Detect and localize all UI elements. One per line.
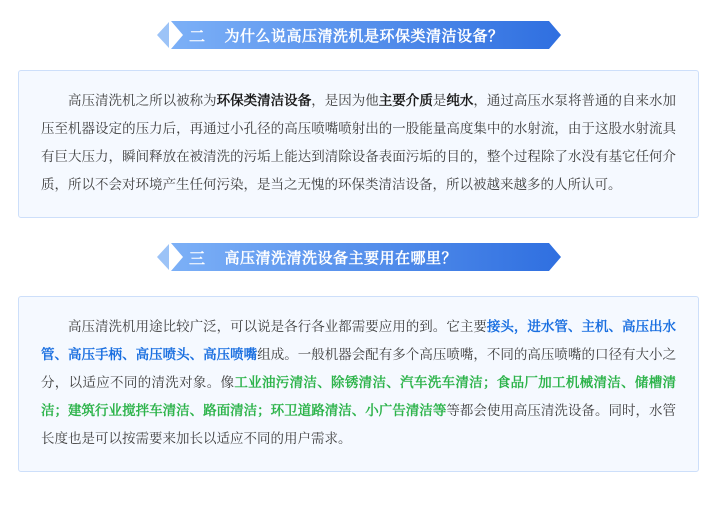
para2-emphasis-3: 纯水: [446, 93, 474, 108]
para2-text-1: 高压清洗机之所以被称为: [68, 93, 217, 108]
para2-text-3: 是: [432, 93, 447, 108]
banner-content: [157, 240, 561, 274]
para3-emphasis-components: 接头，进水管、主机、高压出水管、高压手柄、高压喷头、高压喷嘴: [41, 319, 677, 362]
content-card-two: [18, 70, 699, 218]
para3-emphasis-applications: 工业油污清洁、除锈清洁、汽车洗车清洁；食品厂加工机械清洁、储槽清洁；建筑行业搅拌车清洁、路面清洁；环卫道路清洁、小广告清洁等: [41, 375, 677, 418]
paragraph-two: [41, 87, 676, 199]
para2-text-4: ，通过高压水泵将普通的自来水加压至机器设定的压力后，再通过小孔径的高压喷嘴喷射出的一股能量高度集中的水射流，由于这股水射流具有巨大压力，瞬间释放在被清洗的污垢上能达到清除设备表面污垢的目的，整个过程除了水没有基它任何介质，所以不会对环境产生任何污染，是当之无愧的环保类清洁设备，所以被越来越多的人所认可。: [41, 93, 677, 192]
paragraph-three: [41, 313, 676, 453]
section-number: 三: [188, 250, 206, 268]
para3-text-3: 等都会使用高压清洗设备。同时，水管长度也是可以按需要来加长以适应不同的用户需求。: [41, 403, 677, 446]
para3-text-1: 高压清洗机用途比较广泛，可以说是各行各业都需要应用的到。它主要: [68, 319, 487, 334]
section-title: 为什么说高压清洗机是环保类清洁设备？: [224, 27, 504, 45]
spacer-between-sections: [0, 218, 717, 240]
top-spacer: [0, 0, 717, 18]
para3-text-2: 组成。一般机器会配有多个高压喷嘴，不同的高压喷嘴的口径有大小之分，以适应不同的清洗对象。像: [41, 347, 677, 390]
content-card-three: [18, 296, 699, 472]
section-banner-two: [157, 18, 561, 52]
section-banner-three: [157, 240, 561, 274]
spacer-after-banner-three: [0, 274, 717, 296]
section-title: 高压清洗清洗设备主要用在哪里？: [224, 249, 458, 267]
para2-emphasis-1: 环保类清洁设备: [216, 93, 312, 108]
section-number: 二: [188, 28, 206, 46]
spacer-after-banner-two: [0, 52, 717, 70]
para2-text-2: ，是因为他: [311, 93, 379, 108]
para2-emphasis-2: 主要介质: [378, 93, 433, 108]
banner-content: [157, 18, 561, 52]
